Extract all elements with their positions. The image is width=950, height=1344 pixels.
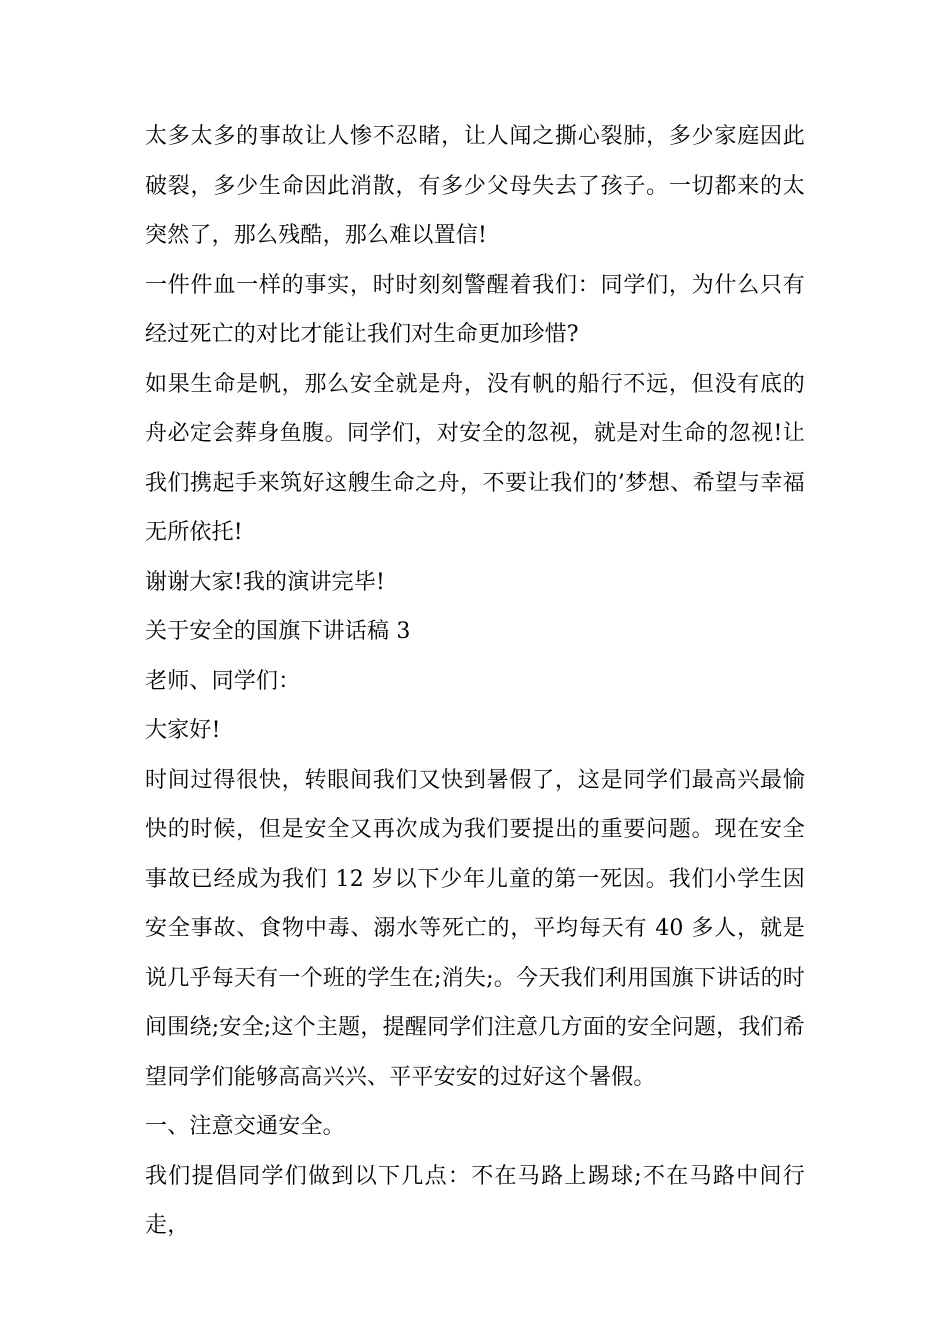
paragraph-warning: 一件件血一样的事实，时时刻刻警醒着我们：同学们，为什么只有经过死亡的对比才能让我们对生命更加珍惜?: [145, 272, 805, 347]
paragraph-summer-safety: 时间过得很快，转眼间我们又快到暑假了，这是同学们最高兴最愉快的时候，但是安全又再次成为我们要提出的重要问题。现在安全事故已经成为我们 12 岁以下少年儿童的第一死因。我们小学生因安全事故、食物中毒、溺水等死亡的，平均每天有 40 多人，就是说几乎每天有一个班的学生在;消失;。今天我们利用国旗下讲话的时间围绕;安全;这个主题，提醒同学们注意几方面的安全问题，我们希望同学们能够高高兴兴、平平安安的过好这个暑假。: [145, 767, 805, 1090]
paragraph-traffic-rules: 我们提倡同学们做到以下几点：不在马路上踢球;不在马路中间行走，: [145, 1163, 805, 1238]
document-body: [145, 112, 805, 1251]
heading-traffic-safety: 一、注意交通安全。: [145, 1114, 345, 1139]
paragraph-sail-boat: 如果生命是帆，那么安全就是舟，没有帆的船行不远，但没有底的舟必定会葬身鱼腹。同学们，对安全的忽视，就是对生命的忽视!让我们携起手来筑好这艘生命之舟，不要让我们的’梦想、希望与幸福无所依托!: [145, 371, 805, 545]
salutation: 老师、同学们：: [145, 668, 301, 694]
paragraph-thanks: 谢谢大家!我的演讲完毕!: [145, 569, 386, 595]
paragraph-accidents: 太多太多的事故让人惨不忍睹，让人闻之撕心裂肺，多少家庭因此破裂，多少生命因此消散，有多少父母失去了孩子。一切都来的太突然了，那么残酷，那么难以置信!: [145, 124, 805, 248]
greeting: 大家好!: [145, 718, 221, 743]
section-title: 关于安全的国旗下讲话稿 3: [145, 619, 411, 644]
